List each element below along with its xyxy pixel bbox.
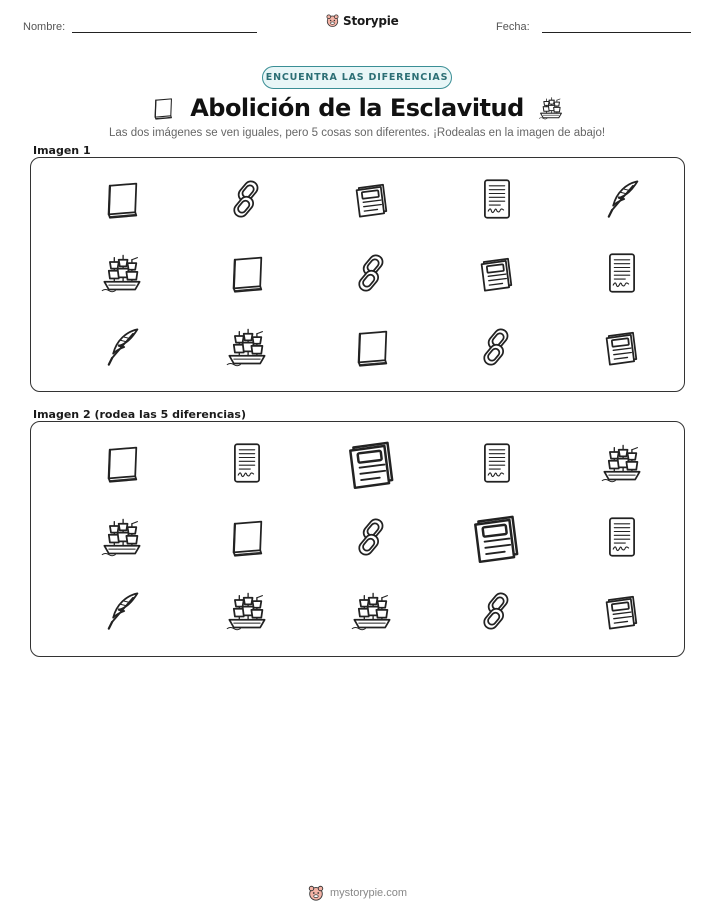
grid-cell[interactable] (466, 588, 528, 638)
newspaper-icon (350, 177, 394, 225)
newspaper-icon (341, 432, 403, 498)
grid-cell (341, 176, 403, 226)
grid-cell (466, 324, 528, 374)
footer-url: mystorypie.com (329, 887, 408, 899)
date-label: Fecha: (496, 21, 530, 33)
grid-cell[interactable] (216, 440, 278, 490)
chain-link-icon (350, 251, 394, 299)
ship-icon (350, 589, 394, 637)
chain-link-icon (475, 589, 519, 637)
grid-cell (216, 176, 278, 226)
grid-cell[interactable] (591, 440, 653, 490)
book-icon (100, 441, 144, 489)
book-icon (225, 251, 269, 299)
grid-cell[interactable] (591, 514, 653, 564)
grid-cell (341, 324, 403, 374)
ship-icon (100, 515, 144, 563)
chain-link-icon (350, 515, 394, 563)
quill-icon (100, 589, 144, 637)
newspaper-icon (475, 251, 519, 299)
ship-icon (100, 251, 144, 299)
brand (325, 13, 399, 28)
date-write-line[interactable] (542, 32, 691, 33)
grid-cell (91, 250, 153, 300)
grid-cell[interactable] (591, 588, 653, 638)
activity-badge-text: ENCUENTRA LAS DIFERENCIAS (265, 72, 449, 83)
book-icon (100, 177, 144, 225)
ship-icon (538, 95, 564, 121)
ship-icon (600, 441, 644, 489)
grid-cell[interactable] (341, 514, 403, 564)
panel-1-label: Imagen 1 (33, 144, 91, 157)
grid-cell[interactable] (91, 588, 153, 638)
grid-cell (591, 324, 653, 374)
name-label: Nombre: (23, 21, 66, 33)
grid-cell[interactable] (466, 440, 528, 490)
brand-name: Storypie (343, 13, 399, 28)
newspaper-icon (466, 506, 528, 572)
title-row (0, 91, 714, 125)
picture-panel-2[interactable] (30, 421, 685, 657)
grid-cell (91, 176, 153, 226)
picture-panel-1 (30, 157, 685, 392)
ship-icon (225, 325, 269, 373)
document-icon (475, 441, 519, 489)
name-write-line[interactable] (72, 32, 257, 33)
grid-cell (341, 250, 403, 300)
grid-cell (91, 324, 153, 374)
grid-cell[interactable] (91, 514, 153, 564)
document-icon (600, 515, 644, 563)
document-icon (600, 251, 644, 299)
grid-cell[interactable] (216, 514, 278, 564)
chain-link-icon (475, 325, 519, 373)
grid-cell[interactable] (216, 588, 278, 638)
instructions: Las dos imágenes se ven iguales, pero 5 cosas son diferentes. ¡Rodealas en la imagen de abajo! (108, 127, 606, 139)
page-title: Abolición de la Esclavitud (190, 94, 524, 122)
grid-cell[interactable] (341, 588, 403, 638)
storypie-logo-icon (325, 13, 340, 28)
quill-icon (600, 177, 644, 225)
grid-cell (466, 176, 528, 226)
document-icon (475, 177, 519, 225)
newspaper-icon (600, 325, 644, 373)
book-icon (350, 325, 394, 373)
book-icon (150, 95, 176, 121)
storypie-logo-icon (307, 884, 325, 902)
document-icon (225, 441, 269, 489)
panel-2-label: Imagen 2 (rodea las 5 diferencias) (33, 408, 247, 421)
ship-icon (225, 589, 269, 637)
grid-cell (216, 324, 278, 374)
quill-icon (100, 325, 144, 373)
grid-cell (216, 250, 278, 300)
grid-cell (466, 250, 528, 300)
chain-link-icon (225, 177, 269, 225)
grid-cell[interactable] (466, 514, 528, 564)
newspaper-icon (600, 589, 644, 637)
grid-cell[interactable] (91, 440, 153, 490)
activity-badge (262, 66, 452, 89)
grid-cell[interactable] (341, 440, 403, 490)
book-icon (225, 515, 269, 563)
grid-cell (591, 176, 653, 226)
grid-cell (591, 250, 653, 300)
footer (0, 884, 714, 902)
